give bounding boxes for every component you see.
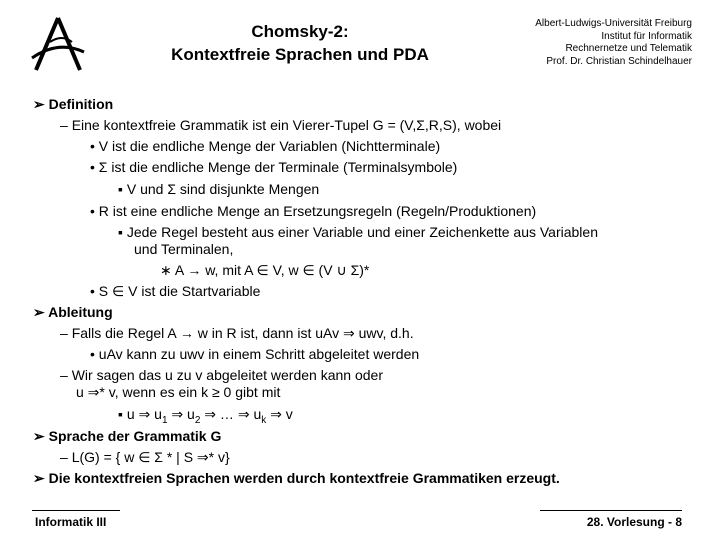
slide-title — [140, 20, 460, 66]
institution-line: Albert-Ludwigs-Universität Freiburg — [535, 18, 692, 29]
title-line-1: Chomsky-2: — [251, 22, 349, 41]
arrow-bullet-icon: ➢ — [33, 428, 45, 444]
definition-heading: ➢ Definition — [33, 96, 114, 112]
arrow-bullet-icon: ➢ — [33, 470, 45, 486]
ableitung-transitive-cont: u ⇒* v, wenn es ein k ≥ 0 gibt mit — [76, 384, 281, 400]
definition-rule-form: ∗ A → w, mit A ∈ V, w ∈ (V ∪ Σ)* — [160, 262, 370, 278]
dash-bullet-icon: – — [60, 117, 68, 133]
asterisk-bullet-icon: ∗ — [160, 262, 172, 278]
institution-line: Rechnernetze und Telematik — [565, 43, 692, 54]
footer-page: 28. Vorlesung - 8 — [586, 515, 682, 529]
dot-bullet-icon: • — [90, 138, 95, 154]
ableitung-transitive: – Wir sagen das u zu v abgeleitet werden kann oder — [60, 367, 383, 383]
sprache-heading: ➢ Sprache der Grammatik G — [33, 428, 222, 444]
title-line-2: Kontextfreie Sprachen und PDA — [171, 45, 429, 64]
definition-rule-detail: ▪ Jede Regel besteht aus einer Variable und einer Zeichenkette aus Variablen — [118, 224, 598, 240]
arrow-bullet-icon: ➢ — [33, 304, 45, 320]
definition-intro: – Eine kontextfreie Grammatik ist ein Vierer-Tupel G = (V,Σ,R,S), wobei — [60, 117, 502, 133]
dot-bullet-icon: • — [90, 283, 95, 299]
university-logo — [28, 12, 88, 72]
definition-rules: • R ist eine endliche Menge an Ersetzungsregeln (Regeln/Produktionen) — [90, 203, 537, 219]
definition-rule-detail-cont: und Terminalen, — [134, 241, 234, 257]
square-bullet-icon: ▪ — [118, 224, 123, 240]
definition-start: • S ∈ V ist die Startvariable — [90, 283, 261, 299]
definition-variables: • V ist die endliche Menge der Variablen (Nichtterminale) — [90, 138, 441, 154]
ableitung-chain: ▪ u ⇒ $u_1$ ⇒ $u_2$ ⇒ … ⇒ $u_k$ ⇒ v — [118, 406, 293, 426]
dash-bullet-icon: – — [60, 367, 68, 383]
square-bullet-icon: ▪ — [118, 406, 123, 422]
dash-bullet-icon: – — [60, 325, 68, 341]
dash-bullet-icon: – — [60, 449, 68, 465]
arrow-bullet-icon: ➢ — [33, 96, 45, 112]
footer-course: Informatik III — [35, 515, 107, 529]
ableitung-heading: ➢ Ableitung — [33, 304, 113, 320]
dot-bullet-icon: • — [90, 346, 95, 362]
institution-line: Institut für Informatik — [601, 30, 692, 42]
sprache-definition: – L(G) = { w ∈ Σ * | S ⇒* v} — [60, 449, 230, 465]
ableitung-rule: – Falls die Regel A → w in R ist, dann ist uAv ⇒ uwv, d.h. — [60, 325, 414, 341]
institution-block — [470, 18, 692, 68]
dot-bullet-icon: • — [90, 203, 95, 219]
footer-divider-right — [540, 510, 682, 511]
ableitung-step: • uAv kann zu uwv in einem Schritt abgeleitet werden — [90, 346, 420, 362]
square-bullet-icon: ▪ — [118, 181, 123, 197]
institution-line: Prof. Dr. Christian Schindelhauer — [546, 55, 692, 67]
conclusion: ➢ Die kontextfreien Sprachen werden durch kontextfreie Grammatiken erzeugt. — [33, 470, 560, 486]
definition-terminals: • Σ ist die endliche Menge der Terminale (Terminalsymbole) — [90, 159, 458, 175]
dot-bullet-icon: • — [90, 159, 95, 175]
definition-disjoint: ▪ V und Σ sind disjunkte Mengen — [118, 181, 320, 197]
footer-divider-left — [32, 510, 120, 511]
